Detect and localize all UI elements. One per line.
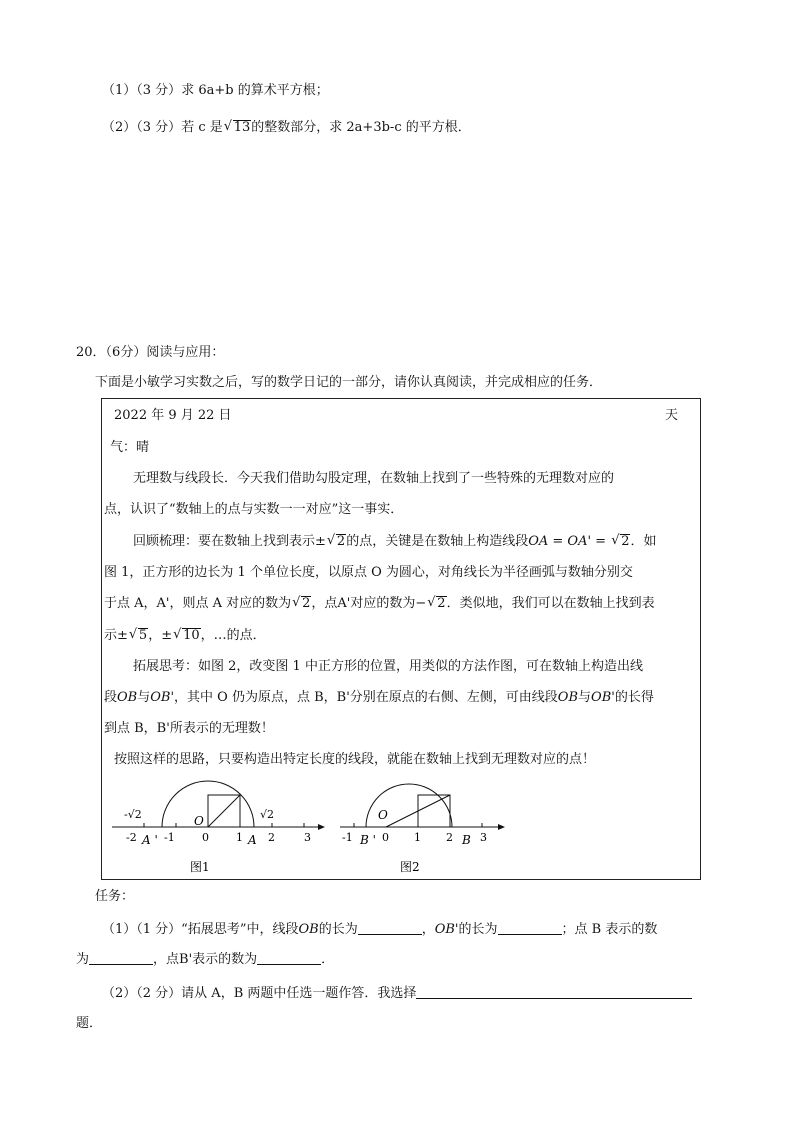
radicand: 5: [138, 628, 148, 643]
math-ob: OB: [298, 922, 319, 937]
task-label: 任务：: [95, 889, 135, 904]
figure-2: [336, 774, 512, 880]
fig2-caption: 图2: [400, 860, 420, 874]
text-segment: 的长为: [318, 922, 358, 937]
q19-part2-pre: 若 c 是: [181, 120, 223, 135]
answer-blank-ob-length[interactable]: [358, 920, 422, 935]
q19-part2-post: 的整数部分，求 2a+3b-c 的平方根．: [251, 120, 471, 135]
text-segment: ．如: [630, 534, 657, 549]
fig2-tick-neg1: -1: [342, 831, 353, 844]
math-ob: OB: [117, 690, 138, 705]
radicand: 10: [183, 628, 200, 643]
fig1-tick-0: 0: [202, 831, 209, 844]
journal-p2-line3: [104, 595, 655, 613]
text-segment: 的长为: [458, 922, 498, 937]
journal-date: 2022 年 9 月 22 日: [114, 408, 232, 423]
fig1-neg-sqrt-label: [124, 808, 142, 821]
text-segment: ，点B'表示的数为: [153, 952, 258, 967]
fig2-tick-0: 0: [382, 831, 389, 844]
text-segment: 于点 A，A'，则点 A 对应的数为: [104, 596, 292, 611]
fig2-tick-1: 1: [414, 831, 421, 844]
radicand: 2: [302, 596, 311, 611]
fig1-tick-2: 2: [268, 831, 275, 844]
math-obp: OB': [150, 690, 175, 705]
radicand: 2: [437, 596, 446, 611]
text-segment: ，±: [148, 628, 173, 643]
journal-p2-line4: [104, 627, 266, 645]
fig1-tick-3: 3: [304, 831, 311, 844]
q19-part1-number: （1）（3 分）: [102, 83, 182, 98]
sqrt-2: [427, 595, 446, 613]
fig1-A-label: A: [248, 833, 257, 847]
task1-line2: [76, 950, 334, 969]
sqrt-13: [224, 119, 252, 137]
text-segment: ，点A'对应的数为−: [311, 596, 427, 611]
math-equation: OA = OA' =: [528, 534, 611, 549]
q20-title: 20．（6分）阅读与应用：: [76, 345, 225, 360]
q19-part1: [102, 82, 329, 100]
sqrt-2: [292, 595, 311, 613]
journal-weather-1: 天: [665, 408, 679, 423]
task2-line2: 题．: [76, 1016, 103, 1031]
text-segment: 与: [137, 690, 151, 705]
answer-blank-choice[interactable]: [416, 984, 692, 999]
q19-part2-number: （2）（3 分）: [102, 120, 182, 135]
q19-part1-text: 求 6a+b 的算术平方根；: [181, 83, 329, 98]
radicand: 2: [336, 534, 346, 549]
text-segment: 回顾梳理：要在数轴上找到表示±: [133, 534, 326, 549]
math-obp: OB': [434, 922, 459, 937]
journal-p1-line2: 点，认识了“数轴上的点与实数一一对应”这一事实．: [104, 502, 404, 517]
fig2-tick-3: 3: [480, 831, 487, 844]
journal-p3-line1: 拓展思考：如图 2，改变图 1 中正方形的位置，用类似的方法作图，可在数轴上构造出线: [133, 659, 643, 674]
fig2-O-label: O: [378, 808, 388, 822]
figure-1: [108, 774, 330, 880]
radicand: 13: [233, 120, 251, 135]
text-segment: （1）（1 分）“拓展思考”中，线段: [102, 922, 299, 937]
math-ob: OB: [557, 690, 579, 705]
journal-p2-line2: 图 1，正方形的边长为 1 个单位长度，以原点 O 为圆心，对角线长为半径画弧与数轴分别交: [104, 565, 633, 580]
svg-text:√2: √2: [260, 808, 275, 821]
text-segment: 示±: [104, 628, 128, 643]
fig1-O-label: O: [194, 814, 204, 828]
fig2-B-label: B: [462, 833, 471, 847]
text-segment: 的点，关键是在数轴上构造线段: [346, 534, 529, 549]
text-segment: 与: [578, 690, 592, 705]
text-segment: 段: [104, 690, 118, 705]
text-segment: ；点 B 表示的数: [561, 922, 658, 937]
text-segment: ．: [321, 952, 335, 967]
fig1-Ap-label: A ': [142, 833, 158, 847]
math-obp: OB': [591, 690, 615, 705]
fig1-tick-1: 1: [236, 831, 243, 844]
text-segment: （2）（2 分）请从 A，B 两题中任选一题作答．我选择: [102, 986, 417, 1001]
q19-part2: [102, 119, 471, 137]
fig2-Bp-label: B ': [360, 833, 376, 847]
journal-p1-line1: 无理数与线段长．今天我们借助勾股定理，在数轴上找到了一些特殊的无理数对应的: [133, 471, 615, 486]
fig1-tick-neg1: -1: [164, 831, 175, 844]
sqrt-10: [173, 627, 201, 645]
journal-p3-line3: 到点 B，B'所表示的无理数！: [104, 721, 274, 736]
svg-text:-√2: -√2: [124, 808, 142, 821]
sqrt-2: [327, 533, 346, 551]
answer-blank-point-b[interactable]: [89, 950, 153, 965]
q20-intro: 下面是小敏学习实数之后，写的数学日记的一部分，请你认真阅读，并完成相应的任务．: [95, 375, 603, 390]
fig1-caption: 图1: [190, 860, 210, 874]
fig2-tick-2: 2: [446, 831, 453, 844]
fig1-tick-neg2: -2: [126, 831, 137, 844]
task2-line1: [102, 984, 692, 1003]
text-segment: ，其中 O 仍为原点，点 B，B'分别在原点的右侧、左侧，可由线段: [174, 690, 558, 705]
fig1-pos-sqrt-label: [260, 808, 274, 821]
text-segment: ．类似地，我们可以在数轴上找到表: [446, 596, 655, 611]
sqrt-2: [611, 533, 630, 551]
task1-line1: （1）（1 分）“拓展思考”中，线段OB的长为 ，OB'的长为 ；点 B 表示的数: [102, 922, 658, 937]
answer-blank-point-bp[interactable]: [257, 950, 321, 965]
text-segment: 的长得: [614, 690, 654, 705]
text-segment: 为: [76, 952, 90, 967]
sqrt-5: [129, 627, 148, 645]
radicand: 2: [621, 534, 630, 549]
journal-p4: 按照这样的思路，只要构造出特定长度的线段，就能在数轴上找到无理数对应的点！: [114, 752, 596, 767]
journal-p3-line2: [104, 689, 654, 707]
journal-p2-line1: [133, 533, 656, 551]
text-segment: ，…的点．: [200, 628, 266, 643]
answer-blank-obp-length[interactable]: [498, 920, 562, 935]
journal-weather-2: 气：晴: [110, 440, 150, 455]
